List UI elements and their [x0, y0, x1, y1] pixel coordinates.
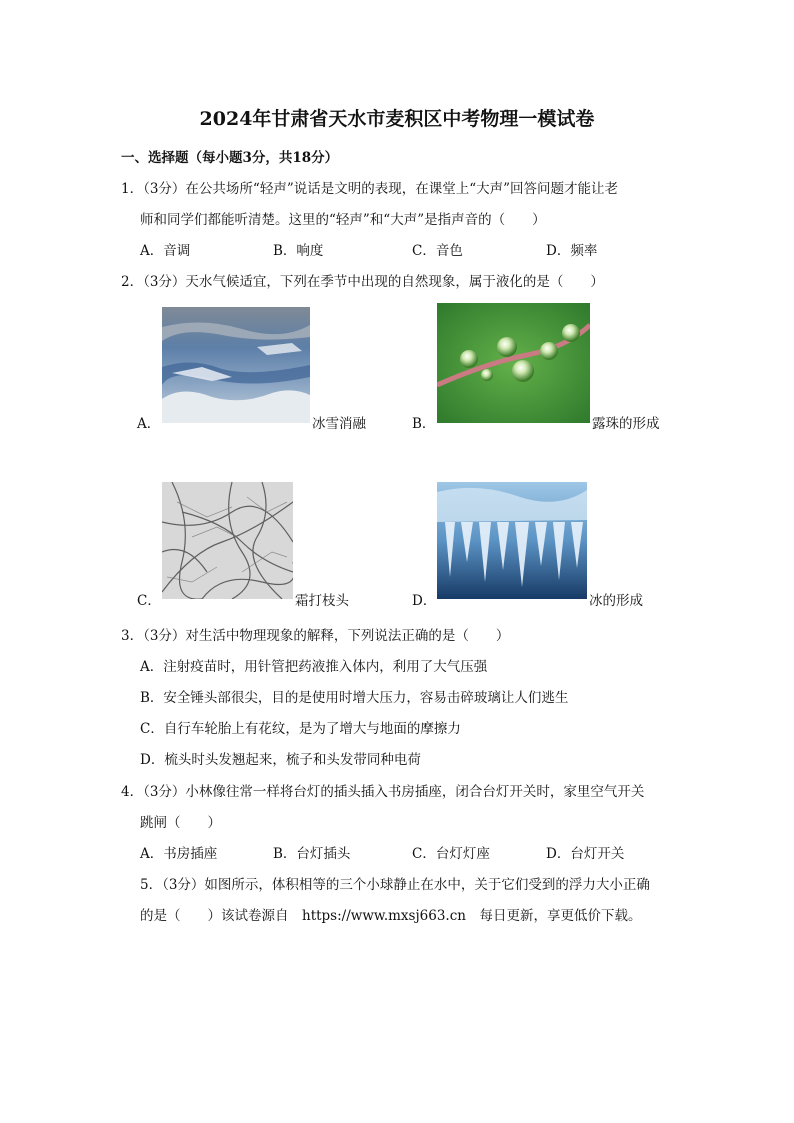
q3-stem: 3．（3分）对生活中物理现象的解释，下列说法正确的是（ ）	[121, 628, 510, 644]
q1-option-d: D．频率	[546, 243, 598, 259]
q1-line1: 1．（3分）在公共场所“轻声”说话是文明的表现，在课堂上“大声”回答问题才能让老	[121, 181, 619, 197]
q1-line2: 师和同学们都能听清楚。这里的“轻声”和“大声”是指声音的（ ）	[140, 212, 546, 228]
dew-drops-photo	[437, 303, 590, 423]
q3-option-b: B．安全锤头部很尖，目的是使用时增大压力，容易击碎玻璃让人们逃生	[140, 690, 569, 706]
q2-option-d-letter: D．	[412, 593, 437, 609]
q4-line1: 4．（3分）小林像往常一样将台灯的插头插入书房插座，闭合台灯开关时，家里空气开关	[121, 784, 645, 800]
q2-option-b-caption: 露珠的形成	[592, 416, 660, 432]
q4-option-a: A．书房插座	[140, 846, 218, 862]
q1-option-b: B．响度	[273, 243, 324, 259]
q1-option-c: C．音色	[412, 243, 463, 259]
q3-option-a: A．注射疫苗时，用针管把药液推入体内，利用了大气压强	[140, 659, 488, 675]
section-heading: 一、选择题（每小题3分，共18分）	[121, 150, 339, 166]
q4-option-c: C．台灯灯座	[412, 846, 490, 862]
q2-option-a-caption: 冰雪消融	[312, 416, 366, 432]
frost-branches-photo	[162, 482, 293, 599]
q2-option-c-caption: 霜打枝头	[295, 593, 349, 609]
q5-line2: 的是（ ）该试卷源自 https://www.mxsj663.cn 每日更新，享更低价下载。	[140, 908, 642, 924]
q1-option-a: A．音调	[140, 243, 191, 259]
q3-option-d: D．梳头时头发翘起来，梳子和头发带同种电荷	[140, 752, 421, 768]
q4-option-d: D．台灯开关	[546, 846, 625, 862]
q2-option-a-letter: A．	[137, 416, 161, 432]
q2-option-c-letter: C．	[137, 593, 161, 609]
q2-option-d-caption: 冰的形成	[589, 593, 643, 609]
q5-line1: 5．（3分）如图所示，体积相等的三个小球静止在水中，关于它们受到的浮力大小正确	[140, 877, 650, 893]
q2-stem: 2．（3分）天水气候适宜，下列在季节中出现的自然现象，属于液化的是（ ）	[121, 274, 604, 290]
q2-option-b-letter: B．	[412, 416, 436, 432]
icicles-photo	[437, 482, 587, 599]
q4-option-b: B．台灯插头	[273, 846, 351, 862]
q4-line2: 跳闸（ ）	[140, 815, 221, 831]
melting-snow-photo	[162, 307, 310, 423]
page-title: 2024年甘肃省天水市麦积区中考物理一模试卷	[199, 108, 595, 130]
q3-option-c: C．自行车轮胎上有花纹，是为了增大与地面的摩擦力	[140, 721, 461, 737]
